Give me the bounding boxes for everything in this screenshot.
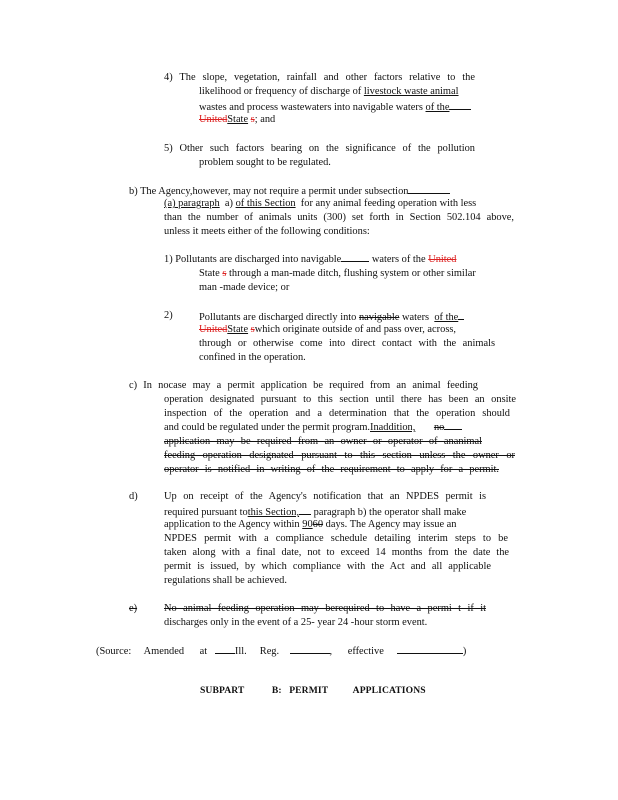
paragraph-c-line-7: operator is notified in writing of the requirement to apply for a permit.: [164, 464, 499, 475]
blank-page: [290, 643, 330, 654]
paragraph-b-line-2: (a) paragraph a) of this Section for any animal feeding operation with less: [164, 198, 477, 209]
blank-volume: [215, 643, 235, 654]
condition-1-line-1: 1) Pollutants are discharged into navigable waters of the United: [164, 254, 457, 265]
paragraph-d-line-1: Up on receipt of the Agency's notification that an NPDES permit is: [164, 491, 486, 502]
inserted-text: of this Section: [235, 198, 296, 209]
condition-1-line-3: man -made device; or: [199, 282, 290, 293]
paragraph-d-line-2: required pursuant tothis Section, paragraph b) the operator shall make: [164, 504, 466, 520]
paragraph-e-number: e): [129, 603, 138, 614]
strike-rule: [444, 424, 462, 430]
deleted-text: navigable: [358, 312, 400, 323]
condition-2-line-3: through or otherwise come into direct contact with the animals: [199, 338, 495, 349]
inserted-text: livestock waste animal: [363, 86, 459, 97]
condition-2-number: 2): [164, 310, 173, 321]
source-note: (Source: Amended at Ill. Reg. , effective ): [96, 643, 466, 659]
condition-2-line-1: Pollutants are discharged directly into navigable waters of the: [199, 309, 464, 325]
underline-blank: [299, 504, 311, 515]
item-4-line-1: 4) The slope, vegetation, rainfall and other factors relative to the: [164, 72, 475, 83]
paragraph-e-line-2: discharges only in the event of a 25- year 24 -hour storm event.: [164, 617, 428, 628]
item-5-line-1: 5) Other such factors bearing on the significance of the pollution: [164, 143, 475, 154]
deleted-text: United: [428, 254, 457, 265]
blank-date: [397, 643, 463, 654]
paragraph-d-line-7: regulations shall be achieved.: [164, 575, 287, 586]
deleted-text: s: [250, 324, 255, 335]
paragraph-c-line-1: c) In nocase may a permit application be required from an animal feeding: [129, 380, 478, 391]
inserted-text: this Section,: [247, 507, 300, 518]
paragraph-d-number: d): [129, 491, 138, 502]
condition-2-line-2: UnitedState swhich originate outside of and pass over, across,: [199, 324, 457, 335]
paragraph-d-line-3: application to the Agency within 9060 days. The Agency may issue an: [164, 519, 457, 530]
underline-blank: [408, 183, 450, 194]
underline-blank: [341, 256, 369, 262]
paragraph-b-line-3: than the number of animals units (300) set forth in Section 502.104 above,: [164, 212, 514, 223]
paragraph-c-line-4: and could be regulated under the permit program.Inaddition, no: [164, 421, 462, 435]
paragraph-c-line-2: operation designated pursuant to this section until there has been an onsite: [164, 394, 516, 405]
paragraph-b-line-4: unless it meets either of the following conditions:: [164, 226, 370, 237]
paragraph-d-line-6: permit is issued, by which compliance with the Act and all applicable: [164, 561, 491, 572]
paragraph-c-line-3: inspection of the operation and a determination that the operation should: [164, 408, 510, 419]
deleted-text: United: [199, 114, 228, 125]
paragraph-d-line-5: taken along with a final date, not to exceed 14 months from the date the: [164, 547, 509, 558]
paragraph-c-line-6: feeding operation designated pursuant to this section unless the owner or: [164, 450, 515, 461]
deleted-text: United: [199, 324, 228, 335]
deleted-text: s: [250, 114, 255, 125]
subpart-heading: SUBPART B: PERMIT APPLICATIONS: [200, 685, 426, 696]
item-4-line-3: wastes and process wastewaters into navigable waters of the: [199, 99, 471, 115]
condition-2-line-4: confined in the operation.: [199, 352, 306, 363]
item-4-line-4: UnitedState s; and: [199, 114, 276, 125]
item-5-line-2: problem sought to be regulated.: [199, 157, 331, 168]
deleted-text: 60: [312, 519, 324, 530]
inserted-text: Inaddition,: [370, 422, 416, 433]
paragraph-d-line-4: NPDES permit with a compliance schedule detailing interim steps to be: [164, 533, 508, 544]
underline-blank: [458, 309, 464, 320]
inserted-text: of the: [425, 102, 450, 113]
condition-1-line-2: State s through a man-made ditch, flushing system or other similar: [199, 268, 476, 279]
paragraph-e-line-1: No animal feeding operation may berequired to have a permi t if it: [164, 603, 486, 614]
deleted-text: no: [433, 422, 445, 433]
inserted-text: 90: [302, 519, 313, 530]
underline-blank: [449, 99, 471, 110]
paragraph-c-line-5: application may be required from an owner or operator of ananimal: [164, 436, 482, 447]
deleted-text: s: [222, 268, 227, 279]
paragraph-b-line-1: b) The Agency,however, may not require a permit under subsection: [129, 183, 450, 199]
inserted-text: of the: [434, 312, 459, 323]
item-4-line-2: likelihood or frequency of discharge of livestock waste animal: [199, 86, 459, 97]
